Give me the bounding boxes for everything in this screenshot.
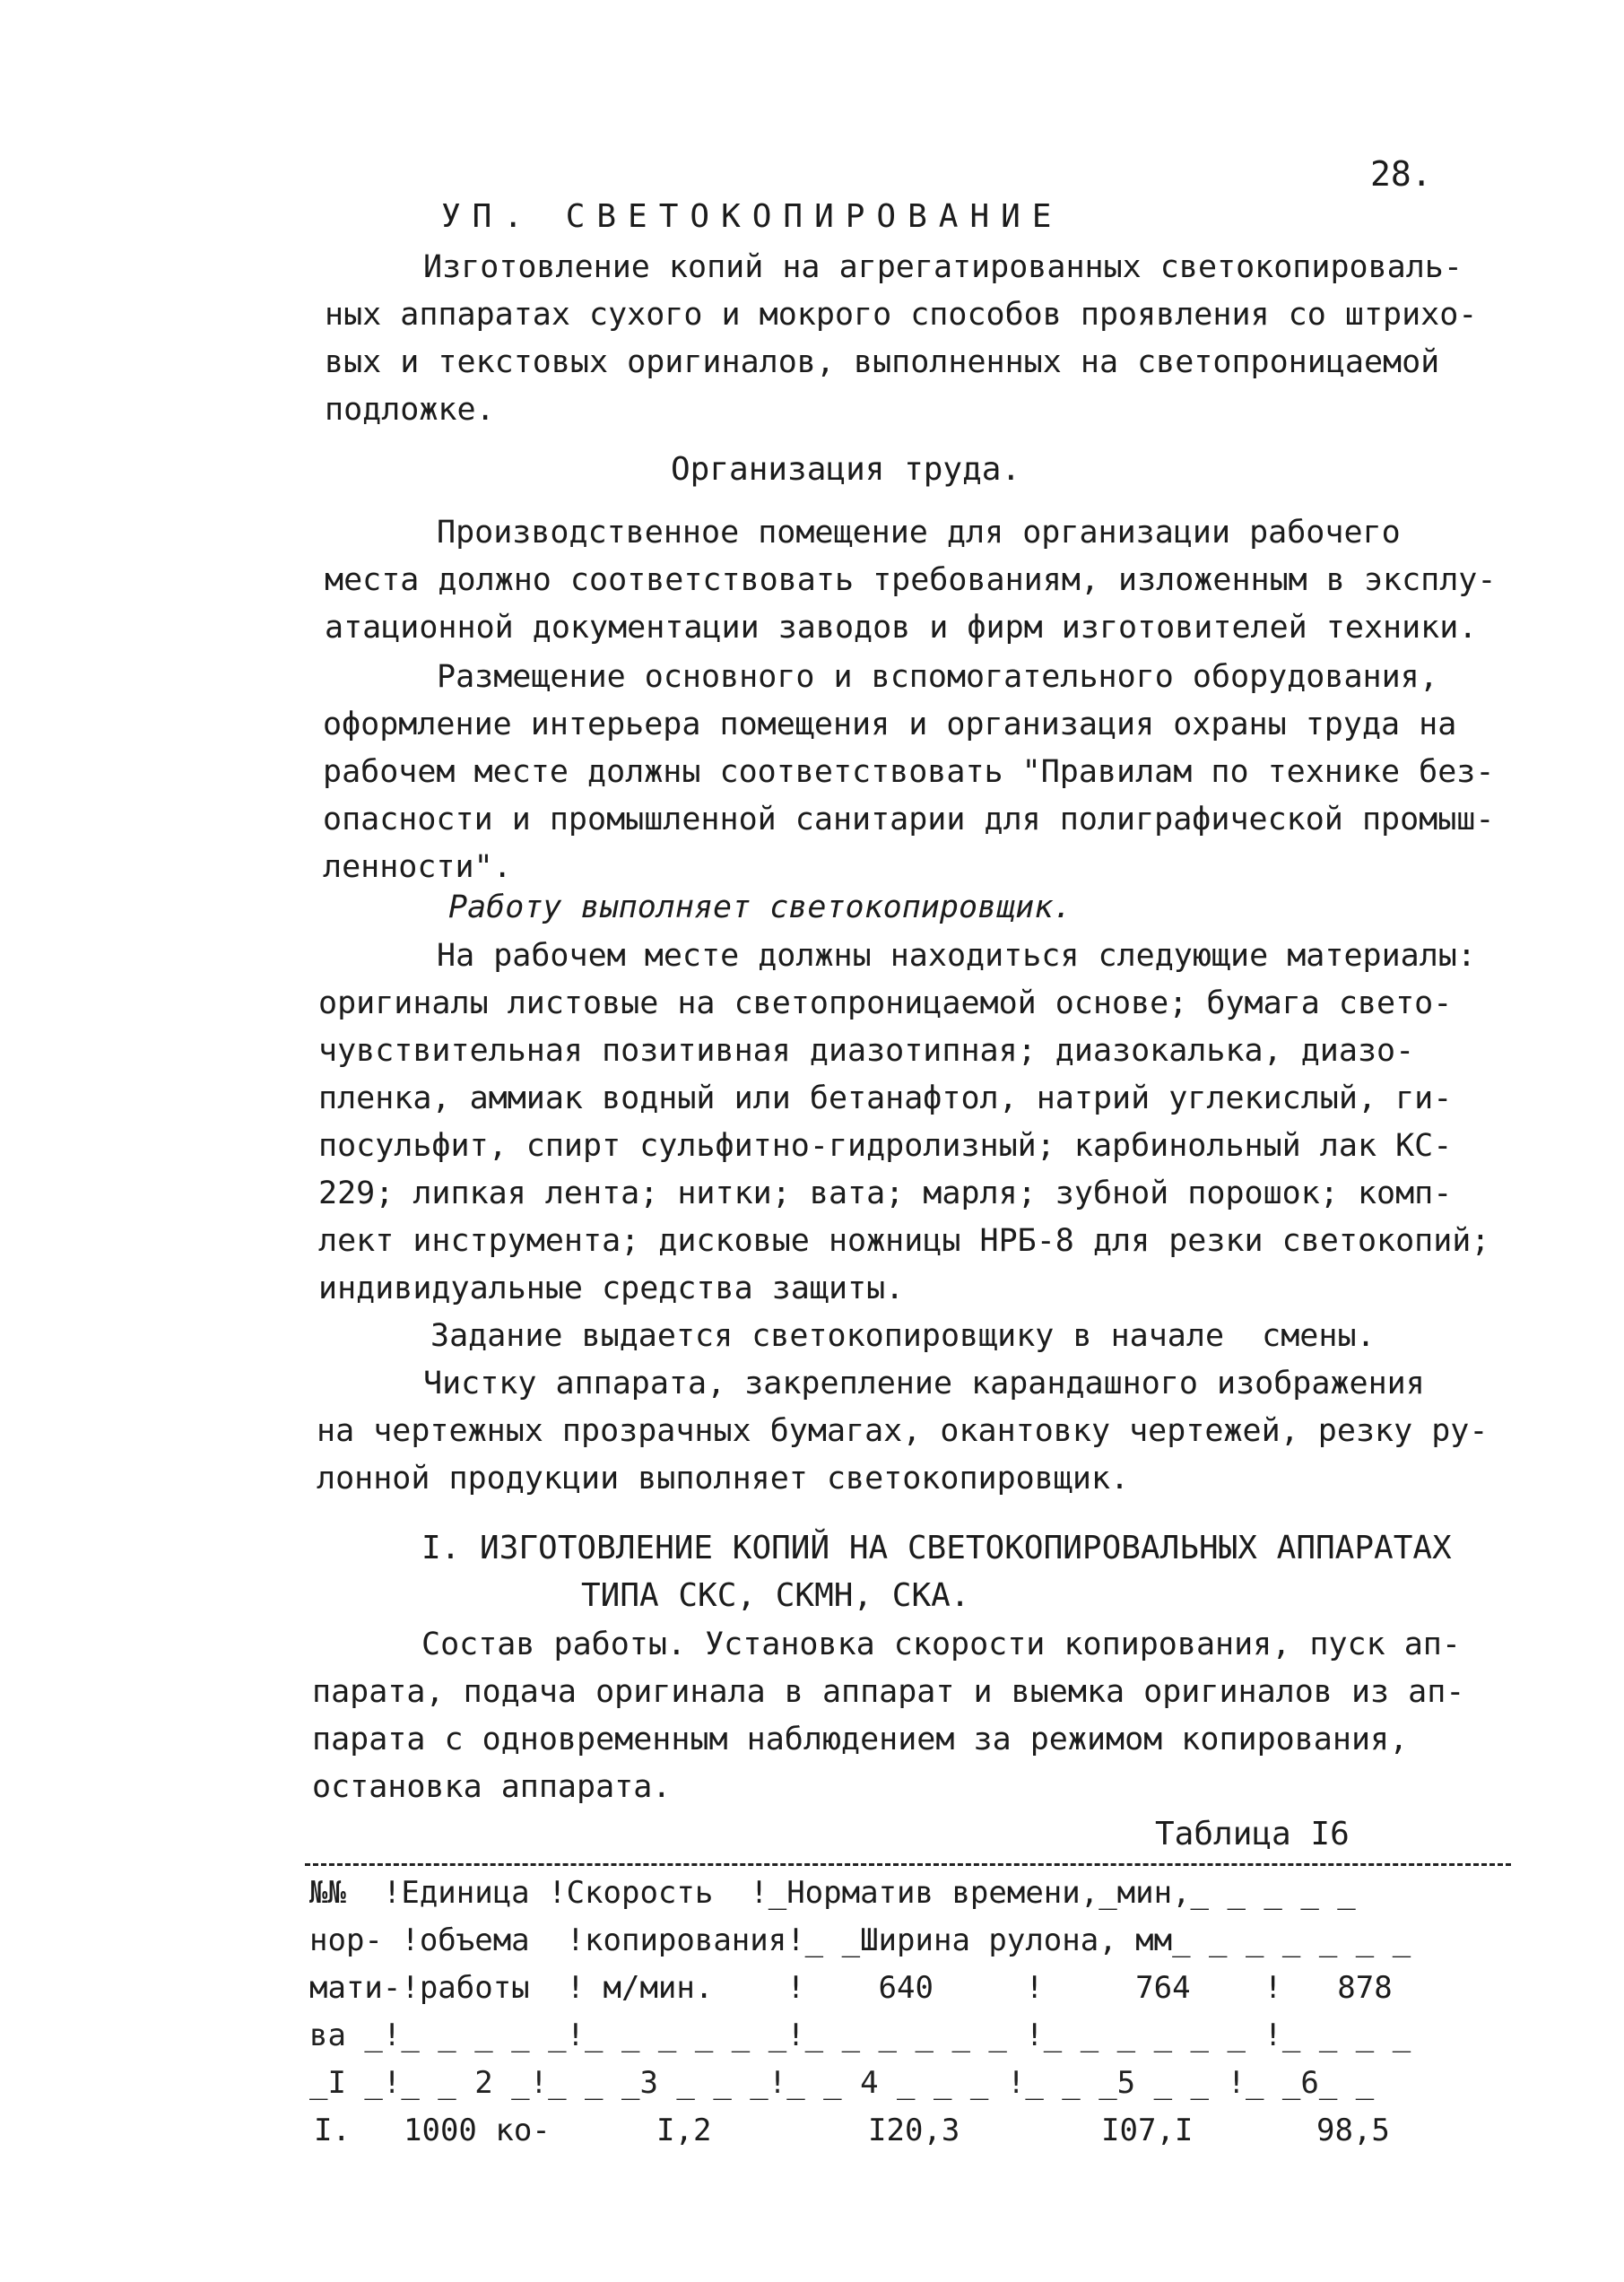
table-cell-764: I07,I	[1101, 2113, 1194, 2148]
worker-line: Работу выполняет светокопировщик.	[448, 889, 1073, 925]
materials-line: оригиналы листовые на светопроницаемой основе; бумага свето-	[318, 985, 1453, 1021]
work-composition-line: парата, подача оригинала в аппарат и выемка оригиналов из ап-	[312, 1674, 1465, 1710]
org-paragraph-line: ленности".	[323, 849, 512, 885]
table-caption: Таблица I6	[1155, 1816, 1350, 1852]
work-composition-line: остановка аппарата.	[312, 1769, 672, 1805]
org-paragraph-line: атационной документации заводов и фирм изготовителей техники.	[325, 610, 1478, 646]
table-header-row: нор- !объема !копирования!_ _Ширина рулона, мм_ _ _ _ _ _ _	[309, 1922, 1411, 1958]
materials-line: лект инструмента; дисковые ножницы НРБ-8 для резки светокопий;	[318, 1223, 1490, 1259]
materials-line: 229; липкая лента; нитки; вата; марля; зубной порошок; комп-	[318, 1176, 1453, 1211]
org-paragraph-line: рабочем месте должны соответствовать "Правилам по технике без-	[323, 754, 1495, 790]
org-paragraph-line: Производственное помещение для организации рабочего	[437, 515, 1401, 551]
page-number: 28.	[1370, 154, 1432, 194]
intro-line: ных аппаратах сухого и мокрого способов проявления со штрихо-	[325, 297, 1478, 333]
table-column-numbers: _I _!_ _ 2 _!_ _ _3 _ _ _!_ _ 4 _ _ _ !_ _ _5 _ _ !_ _6_ _	[309, 2065, 1375, 2101]
table-top-rule	[305, 1863, 1511, 1866]
table-cell-norm-number: I.	[314, 2113, 351, 2148]
table-cell-unit: 1000 ко-	[404, 2113, 551, 2148]
cleaning-line: лонной продукции выполняет светокопировщик.	[317, 1461, 1130, 1497]
materials-line: индивидуальные средства защиты.	[318, 1271, 905, 1306]
materials-line: пленка, аммиак водный или бетанафтол, натрий углекислый, ги-	[318, 1080, 1453, 1116]
cleaning-line: на чертежных прозрачных бумагах, окантовку чертежей, резку ру-	[317, 1413, 1489, 1449]
org-paragraph-line: Размещение основного и вспомогательного оборудования,	[437, 659, 1438, 695]
org-paragraph-line: места должно соответствовать требованиям, изложенным в эксплу-	[325, 562, 1497, 598]
intro-line: Изготовление копий на агрегатированных светокопироваль-	[423, 249, 1463, 285]
section-title: УП. СВЕТОКОПИРОВАНИЕ	[441, 198, 1064, 235]
work-composition-line: парата с одновременным наблюдением за режимом копирования,	[312, 1722, 1409, 1757]
org-heading: Организация труда.	[671, 451, 1021, 488]
work-composition-line: Состав работы. Установка скорости копирования, пуск ап-	[421, 1627, 1461, 1662]
materials-line: посульфит, спирт сульфитно-гидролизный; карбинольный лак КС-	[318, 1128, 1453, 1164]
cleaning-line: Чистку аппарата, закрепление карандашного изображения	[423, 1366, 1425, 1401]
task-line: Задание выдается светокопировщику в начале смены.	[430, 1318, 1376, 1354]
subsection-title: ТИПА СКС, СКМН, СКА.	[581, 1577, 970, 1614]
intro-line: подложке.	[325, 392, 495, 428]
table-cell-speed: I,2	[656, 2113, 712, 2148]
materials-line: На рабочем месте должны находиться следующие материалы:	[437, 938, 1476, 974]
materials-line: чувствительная позитивная диазотипная; диазокалька, диазо-	[318, 1033, 1415, 1069]
org-paragraph-line: опасности и промышленной санитарии для полиграфической промыш-	[323, 802, 1495, 837]
org-paragraph-line: оформление интерьера помещения и организация охраны труда на	[323, 707, 1457, 742]
table-header-row: №№ !Единица !Скорость !_Норматив времени,_мин,_ _ _ _ _	[309, 1875, 1356, 1911]
subsection-title: I. ИЗГОТОВЛЕНИЕ КОПИЙ НА СВЕТОКОПИРОВАЛЬНЫХ АППАРАТАХ	[421, 1530, 1452, 1566]
intro-line: вых и текстовых оригиналов, выполненных на светопроницаемой	[325, 344, 1440, 380]
table-header-row: мати-!работы ! м/мин. ! 640 ! 764 ! 878	[309, 1970, 1393, 2006]
table-cell-878: 98,5	[1316, 2113, 1390, 2148]
table-cell-640: I20,3	[868, 2113, 960, 2148]
table-header-row: ва _!_ _ _ _ _!_ _ _ _ _ _!_ _ _ _ _ _ !_ _ _ _ _ _ !_ _ _ _	[309, 2017, 1411, 2053]
